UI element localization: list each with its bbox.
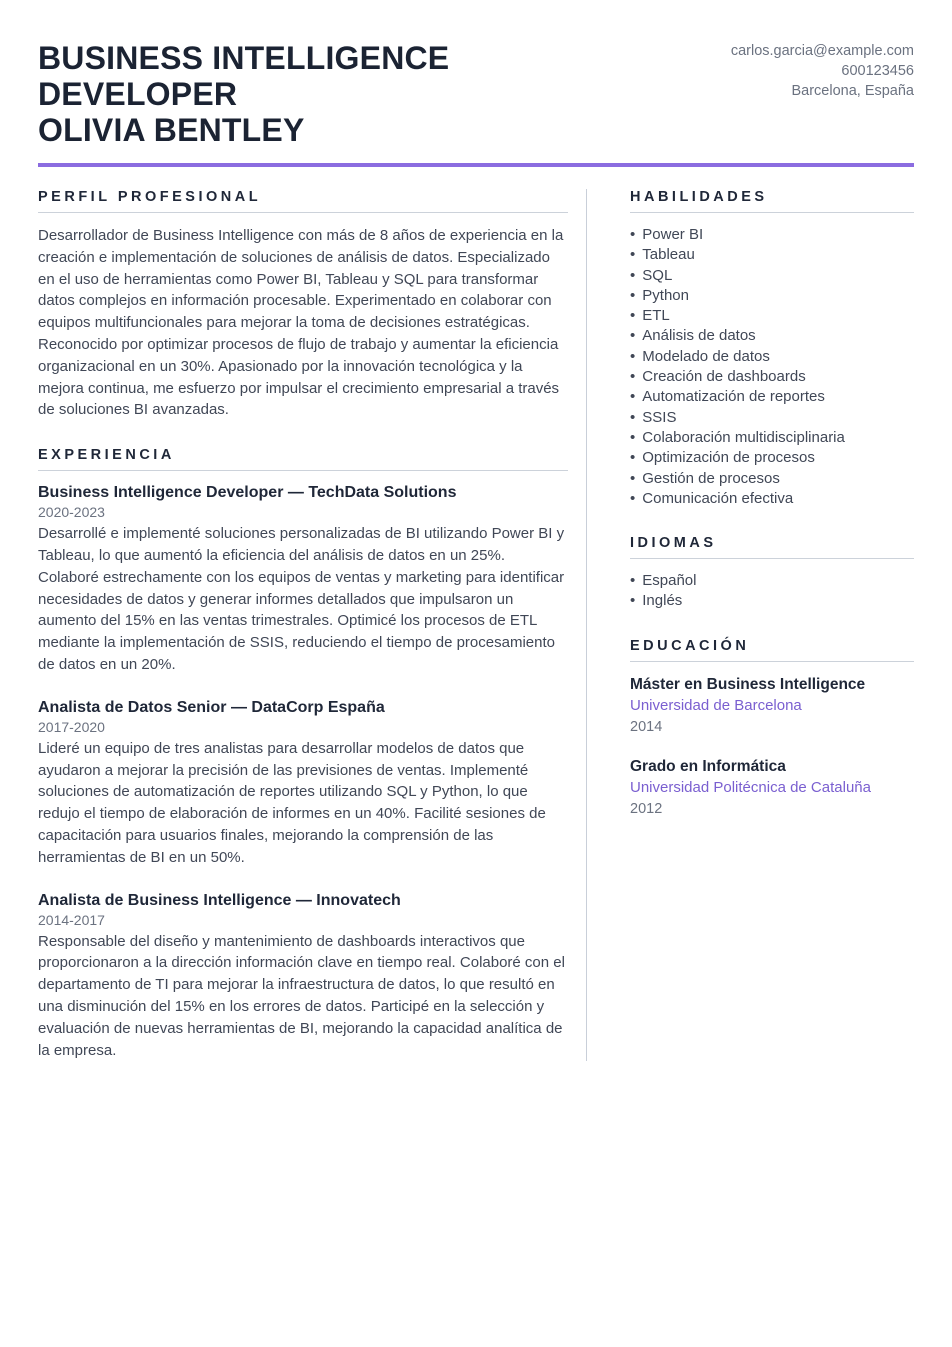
skill-item: • Colaboración multidisciplinaria: [630, 428, 914, 448]
skill-item: • Análisis de datos: [630, 326, 914, 346]
left-column: [38, 189, 568, 1061]
skill-item: • ETL: [630, 306, 914, 326]
title-line-2: DEVELOPER: [38, 76, 238, 112]
education-school: Universidad de Barcelona: [630, 696, 802, 714]
job-entry: [38, 483, 568, 676]
skill-item: • Tableau: [630, 245, 914, 265]
contact-phone: 600123456: [841, 63, 914, 79]
skills-list: [630, 225, 914, 509]
section-languages: [630, 535, 914, 612]
languages-heading: IDIOMAS: [630, 535, 914, 559]
column-divider: [586, 189, 587, 1061]
title-line-1: BUSINESS INTELLIGENCE: [38, 40, 450, 76]
job-entry: [38, 698, 568, 869]
skill-item: • Optimización de procesos: [630, 448, 914, 468]
right-column: [630, 189, 914, 1061]
job-dates: 2017-2020: [38, 718, 105, 735]
education-degree: Máster en Business Intelligence: [630, 675, 866, 693]
experience-heading: EXPERIENCIA: [38, 447, 568, 471]
skills-heading: HABILIDADES: [630, 189, 914, 213]
education-year: 2012: [630, 800, 663, 817]
skill-item: • Modelado de datos: [630, 347, 914, 367]
page-title: [38, 40, 449, 148]
language-item: • Inglés: [630, 591, 914, 611]
job-title: Business Intelligence Developer — TechData Solutions: [38, 484, 457, 502]
job-dates: 2020-2023: [38, 504, 105, 521]
job-description: Responsable del diseño y mantenimiento de dashboards interactivos que proporcionaron a la dirección información clave en tiempo real. Colaboré con el departamento de TI para mejorar la infraestructura de datos, lo que resultó en una disminución del 15% en los errores de datos. Participé en la selección y evaluación de nuevas herramientas de BI, mejorando la capacidad analítica de la empresa.: [38, 932, 565, 1059]
skill-item: • Creación de dashboards: [630, 367, 914, 387]
section-skills: [630, 189, 914, 509]
education-heading: EDUCACIÓN: [630, 638, 914, 662]
education-year: 2014: [630, 718, 663, 735]
job-title: Analista de Datos Senior — DataCorp España: [38, 698, 385, 716]
contact-email: carlos.garcia@example.com: [730, 43, 914, 59]
education-degree: Grado en Informática: [630, 757, 786, 775]
skill-item: • Power BI: [630, 225, 914, 245]
education-entry: [630, 756, 914, 820]
section-profile: [38, 189, 568, 421]
section-education: [630, 638, 914, 820]
content-columns: [38, 189, 914, 1061]
contact-location: Barcelona, España: [791, 83, 914, 99]
job-description: Lideré un equipo de tres analistas para desarrollar modelos de datos que ayudaron a mejorar la precisión de las previsiones de ventas. Implementé soluciones de automatización de reportes utilizando SQL y Python, lo que redujo el tiempo de elaboración de informes en un 40%. Facilité sesiones de capacitación para usuarios finales, mejorando la comprensión de las herramientas de BI en un 50%.: [38, 739, 546, 866]
skill-item: • SQL: [630, 266, 914, 286]
education-entry: [630, 674, 914, 738]
job-description: Desarrollé e implementé soluciones personalizadas de BI utilizando Power BI y Tableau, lo que aumentó la eficiencia del análisis de datos en un 25%. Colaboré estrechamente con los equipos de ventas y marketing para identificar necesidades de datos y generar informes detallados que impulsaron un aumento del 15% en las ventas trimestrales. Optimicé los procesos de ETL mediante la implementación de SSIS, reduciendo el tiempo de procesamiento de datos en un 20%.: [38, 525, 565, 673]
profile-heading: PERFIL PROFESIONAL: [38, 189, 568, 213]
resume-header: [38, 40, 914, 148]
contact-block: [731, 40, 914, 101]
skill-item: • Automatización de reportes: [630, 387, 914, 407]
skill-item: • Gestión de procesos: [630, 469, 914, 489]
skill-item: • Comunicación efectiva: [630, 489, 914, 509]
education-school: Universidad Politécnica de Cataluña: [630, 778, 871, 796]
skill-item: • Python: [630, 286, 914, 306]
languages-list: [630, 571, 914, 612]
job-entry: [38, 891, 568, 1062]
job-title: Analista de Business Intelligence — Innovatech: [38, 891, 401, 909]
profile-text: Desarrollador de Business Intelligence con más de 8 años de experiencia en la creación e implementación de soluciones de análisis de datos. Especializado en el uso de herramientas como Power BI, Tableau y SQL para transformar datos complejos en información procesable. Experimentado en colaborar con equipos multifuncionales para mejorar la toma de decisiones estratégicas. Reconocido por optimizar procesos de flujo de trabajo y aumentar la eficiencia organizacional en un 30%. Apasionado por la innovación tecnológica y la mejora continua, me esfuerzo por impulsar el crecimiento empresarial a través de soluciones BI avanzadas.: [38, 227, 564, 419]
title-line-3: OLIVIA BENTLEY: [38, 112, 305, 148]
skill-item: • SSIS: [630, 408, 914, 428]
language-item: • Español: [630, 571, 914, 591]
section-experience: [38, 447, 568, 1061]
job-dates: 2014-2017: [38, 911, 105, 928]
accent-divider: [38, 163, 914, 167]
